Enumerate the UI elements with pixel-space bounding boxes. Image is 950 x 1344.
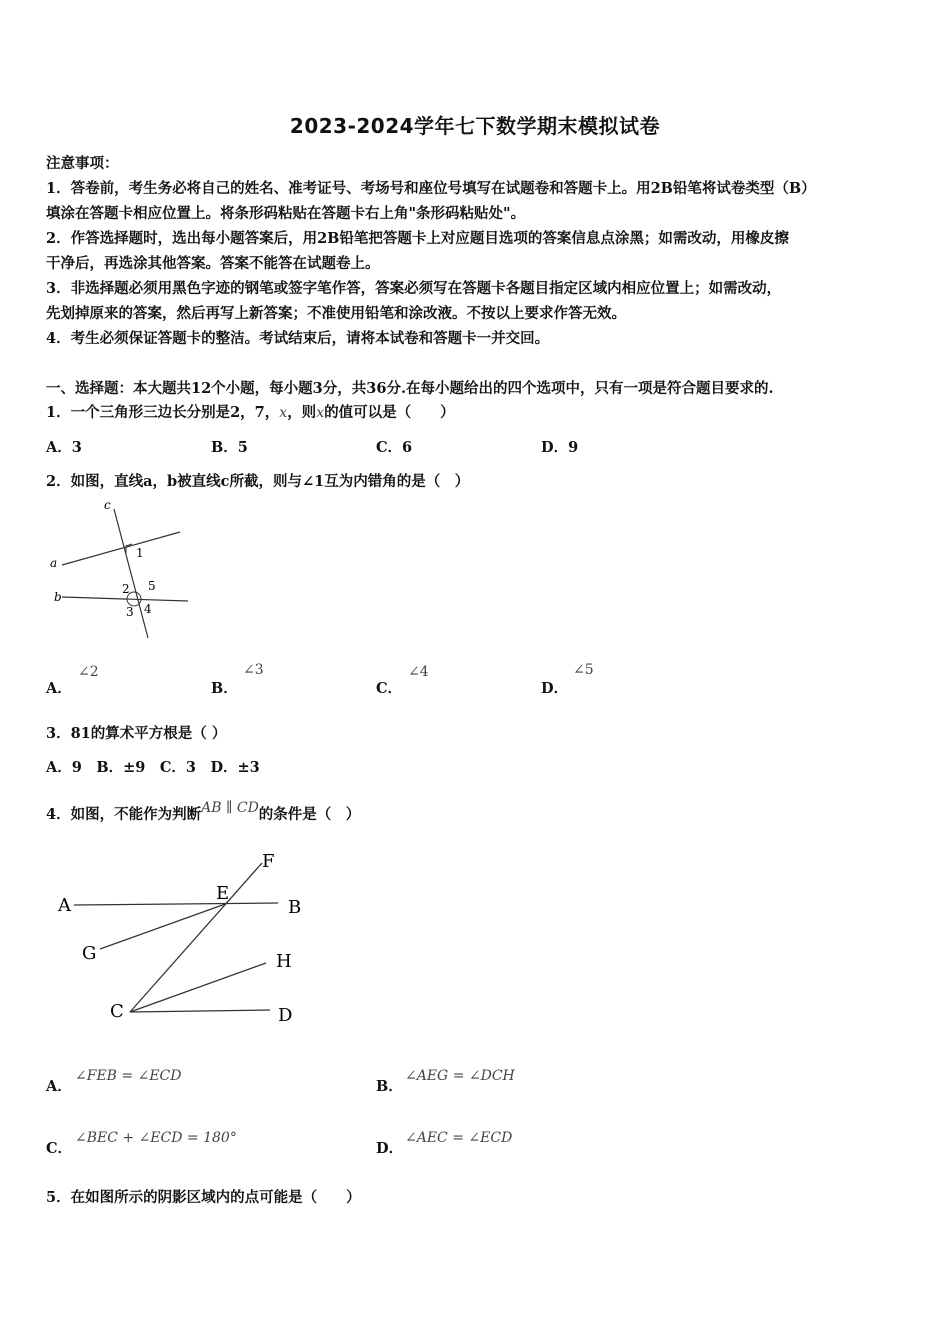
label-b: b — [54, 590, 62, 604]
question-1-stem: 1．一个三角形三边长分别是2，7，x，则x的值可以是（ ） — [46, 404, 455, 421]
q4-figure — [50, 845, 320, 1030]
label-4: 4 — [144, 602, 152, 616]
label-A: A — [58, 895, 71, 916]
notice-line: 先划掉原来的答案，然后再写上新答案；不准使用铅笔和涂改液。不按以上要求作答无效。 — [46, 305, 626, 322]
q3-options[interactable]: A．9 B．±9 C．3 D．±3 — [46, 759, 260, 776]
notice-line: 2．作答选择题时，选出每小题答案后，用2B铅笔把答题卡上对应题目选项的答案信息点涂黑；如需改动，用橡皮擦 — [46, 230, 789, 247]
parallel-condition: AB ∥ CD — [201, 800, 259, 816]
q2-option-d-letter[interactable]: D． — [541, 680, 569, 697]
q2-option-b-letter[interactable]: B． — [211, 680, 238, 697]
notice-line: 填涂在答题卡相应位置上。将条形码粘贴在答题卡右上角"条形码粘贴处"。 — [46, 205, 526, 222]
q1-option-d[interactable]: D．9 — [541, 439, 579, 456]
label-5: 5 — [148, 579, 156, 593]
q4-option-c-value: ∠BEC + ∠ECD = 180° — [75, 1130, 237, 1146]
notice-heading: 注意事项： — [46, 155, 119, 172]
q4-option-d-value: ∠AEC = ∠ECD — [405, 1130, 513, 1146]
q2-option-d-value: ∠5 — [573, 662, 594, 678]
q2-figure — [40, 495, 200, 645]
q2-option-a-value: ∠2 — [78, 664, 99, 680]
q4-option-d-letter[interactable]: D． — [376, 1140, 404, 1157]
label-2: 2 — [122, 582, 130, 596]
label-3: 3 — [126, 605, 134, 619]
question-4-stem: 4．如图，不能作为判断AB ∥ CD的条件是（ ） — [46, 800, 361, 823]
label-c: c — [104, 498, 111, 512]
notice-line: 3．非选择题必须用黑色字迹的钢笔或签字笔作答，答案必须写在答题卡各题目指定区域内相应位置上；如需改动， — [46, 280, 782, 297]
label-a: a — [50, 556, 58, 570]
notice-line: 4．考生必须保证答题卡的整洁。考试结束后，请将本试卷和答题卡一并交回。 — [46, 330, 550, 347]
label-F: F — [262, 851, 275, 872]
q1-option-c[interactable]: C．6 — [376, 439, 413, 456]
page-title: 2023-2024学年七下数学期末模拟试卷 — [289, 114, 661, 138]
q4-option-a-letter[interactable]: A． — [46, 1078, 72, 1095]
q4-option-b-letter[interactable]: B． — [376, 1078, 403, 1095]
q2-option-a-letter[interactable]: A． — [46, 680, 72, 697]
question-2-stem: 2．如图，直线a，b被直线c所截，则与∠1互为内错角的是（ ） — [46, 473, 470, 490]
label-B: B — [288, 897, 302, 918]
q2-option-c-value: ∠4 — [408, 664, 429, 680]
label-1: 1 — [136, 546, 144, 560]
q2-option-c-letter[interactable]: C． — [376, 680, 403, 697]
question-5-stem: 5．在如图所示的阴影区域内的点可能是（ ） — [46, 1189, 361, 1206]
question-3-stem: 3．81的算术平方根是（ ） — [46, 725, 227, 742]
label-H: H — [276, 951, 292, 972]
q1-option-a[interactable]: A．3 — [46, 439, 82, 456]
q2-option-b-value: ∠3 — [243, 662, 264, 678]
label-G: G — [82, 943, 97, 964]
label-D: D — [278, 1005, 293, 1026]
label-C: C — [110, 1001, 124, 1022]
notice-line: 1．答卷前，考生务必将自己的姓名、准考证号、考场号和座位号填写在试题卷和答题卡上。用2B铅笔将试卷类型（B） — [46, 180, 816, 197]
q4-option-a-value: ∠FEB = ∠ECD — [75, 1068, 182, 1084]
notice-line: 干净后，再选涂其他答案。答案不能答在试题卷上。 — [46, 255, 380, 272]
q4-option-c-letter[interactable]: C． — [46, 1140, 73, 1157]
label-E: E — [216, 883, 230, 904]
q1-option-b[interactable]: B．5 — [211, 439, 248, 456]
q4-option-b-value: ∠AEG = ∠DCH — [405, 1068, 515, 1084]
section-heading: 一、选择题：本大题共12个小题，每小题3分，共36分.在每小题给出的四个选项中，只有一项是符合题目要求的. — [46, 380, 774, 397]
